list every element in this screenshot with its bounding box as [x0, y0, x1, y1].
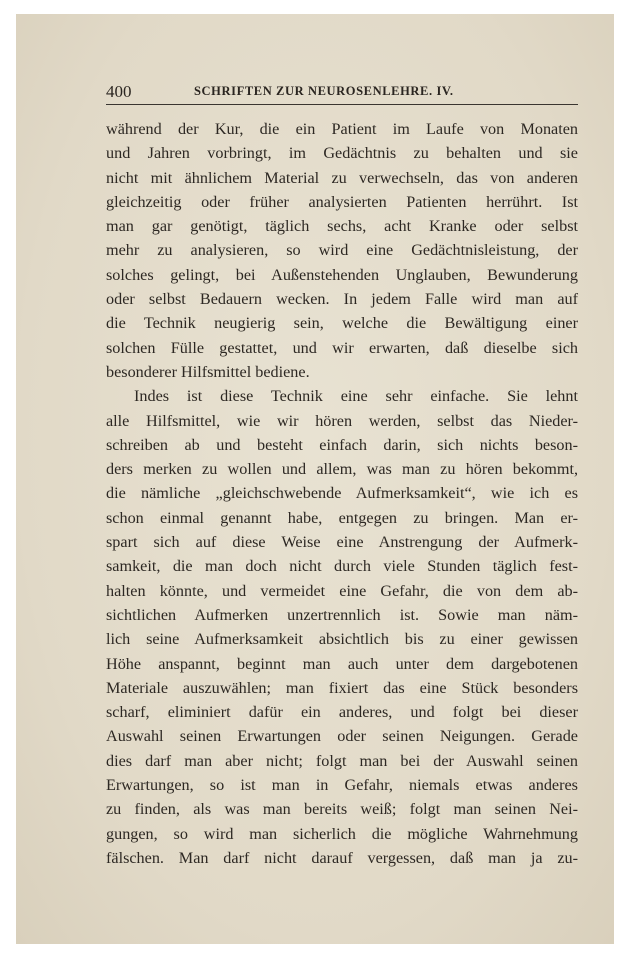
text-line: schreiben ab und besteht einfach darin, sich nichts beson-: [106, 435, 578, 454]
text-line: Höhe anspannt, beginnt man auch unter dem dargebotenen: [106, 654, 578, 673]
running-title: SCHRIFTEN ZUR NEUROSENLEHRE. IV.: [194, 84, 454, 98]
text-line: lich seine Aufmerksamkeit absichtlich bis zu einer gewissen: [106, 630, 578, 649]
text-line: Indes ist diese Technik eine sehr einfache. Sie lehnt: [134, 387, 578, 406]
text-line: und Jahren vorbringt, im Gedächtnis zu behalten und sie: [106, 144, 578, 163]
text-line: zu finden, als was man bereits weiß; folgt man seinen Nei-: [106, 800, 578, 819]
text-line: solches gelingt, bei Außenstehenden Unglauben, Bewunderung: [106, 265, 578, 284]
text-line: gleichzeitig oder früher analysierten Patienten herrührt. Ist: [106, 192, 578, 211]
body-text: [106, 117, 578, 870]
text-line: spart sich auf diese Weise eine Anstrengung der Aufmerk-: [106, 533, 578, 552]
text-line: nicht mit ähnlichem Material zu verwechseln, das von anderen: [106, 168, 578, 187]
text-line: samkeit, die man doch nicht durch viele Stunden täglich fest-: [106, 557, 578, 576]
text-line: sichtlichen Aufmerken unzertrennlich ist. Sowie man näm-: [106, 605, 578, 624]
text-line: die nämliche „gleichschwebende Aufmerksamkeit“, wie ich es: [106, 484, 578, 503]
text-line: besonderer Hilfsmittel bediene.: [106, 362, 310, 381]
text-line: fälschen. Man darf nicht darauf vergessen, daß man ja zu-: [106, 848, 578, 867]
text-line: alle Hilfsmittel, wie wir hören werden, selbst das Nieder-: [106, 411, 578, 430]
page-header: [106, 78, 578, 105]
text-line: halten könnte, und vermeidet eine Gefahr, die von dem ab-: [106, 581, 578, 600]
text-line: während der Kur, die ein Patient im Laufe von Monaten: [106, 120, 578, 138]
text-line: solchen Fülle gestattet, und wir erwarten, daß dieselbe sich: [106, 338, 578, 357]
text-line: Auswahl seinen Erwartungen oder seinen Neigungen. Gerade: [106, 727, 578, 746]
text-line: man gar genötigt, täglich sechs, acht Kranke oder selbst: [106, 217, 578, 236]
text-line: gungen, so wird man sicherlich die mögliche Wahrnehmung: [106, 824, 578, 843]
book-page: [16, 14, 614, 944]
text-line: dies darf man aber nicht; folgt man bei der Auswahl seinen: [106, 751, 578, 770]
text-line: oder selbst Bedauern wecken. In jedem Falle wird man auf: [106, 290, 578, 309]
text-line: mehr zu analysieren, so wird eine Gedächtnisleistung, der: [106, 241, 578, 260]
text-line: ders merken zu wollen und allem, was man zu hören bekommt,: [106, 460, 578, 479]
text-line: Erwartungen, so ist man in Gefahr, niemals etwas anderes: [106, 776, 578, 795]
text-line: Materiale auszuwählen; man fixiert das eine Stück besonders: [106, 678, 578, 697]
text-line: die Technik neugierig sein, welche die Bewältigung einer: [106, 314, 578, 333]
text-line: scharf, eliminiert dafür ein anderes, und folgt bei dieser: [106, 703, 578, 722]
text-line: schon einmal genannt habe, entgegen zu bringen. Man er-: [106, 508, 578, 527]
page-number: 400: [106, 82, 132, 101]
